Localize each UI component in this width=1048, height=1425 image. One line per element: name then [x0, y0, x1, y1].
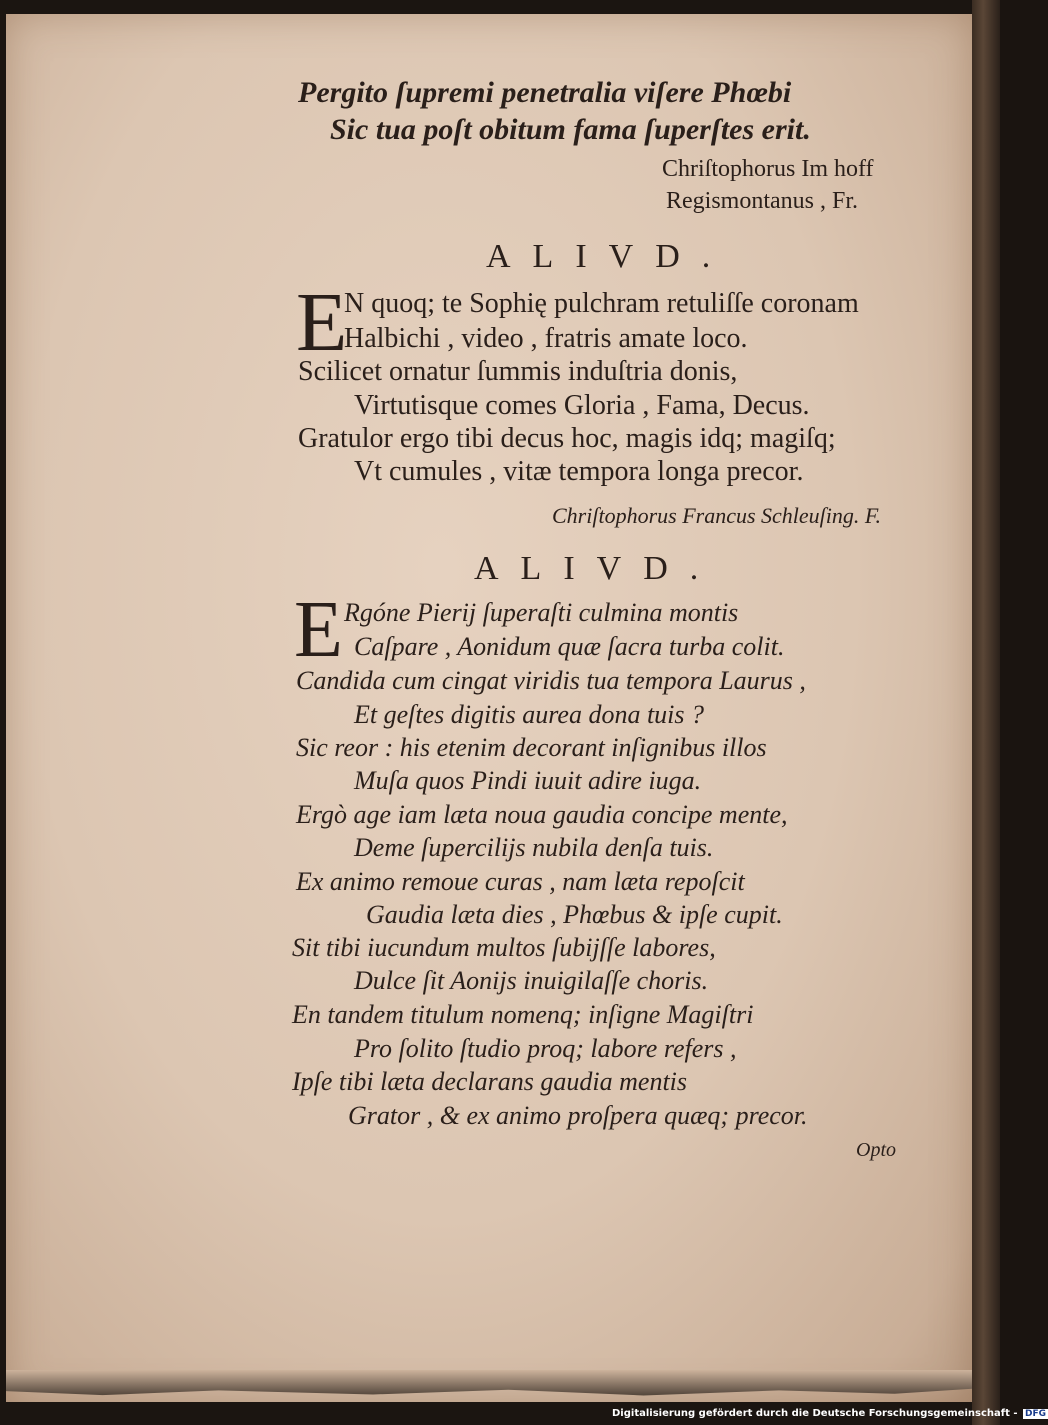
poem-line: Gaudia læta dies , Phœbus & ipſe cupit.	[366, 900, 783, 929]
poem-line: Scilicet ornatur ſummis induſtria donis,	[298, 356, 738, 387]
catchword: Opto	[856, 1139, 896, 1161]
book-binding-edge	[972, 0, 1000, 1425]
poem-line: Sit tibi iucundum multos ſubijſſe labores,	[292, 933, 716, 962]
drop-cap: E	[296, 276, 348, 369]
poem-line: Virtutisque comes Gloria , Fama, Decus.	[354, 390, 810, 421]
poem-line: Rgóne Pierij ſuperaſti culmina montis	[344, 598, 739, 627]
signature-line: Regismontanus , Fr.	[666, 188, 859, 214]
poem-line: Vt cumules , vitæ tempora longa precor.	[354, 456, 804, 487]
poem-line: Deme ſupercilijs nubila denſa tuis.	[354, 833, 714, 862]
poem-line: Caſpare , Aonidum quæ ſacra turba colit.	[354, 632, 785, 661]
poem-line: Ipſe tibi læta declarans gaudia mentis	[292, 1067, 688, 1096]
dfg-logo: DFG	[1025, 1409, 1047, 1419]
section-heading: ALIVD.	[486, 238, 733, 275]
poem-line: Sic reor : his etenim decorant inſignibus illos	[296, 733, 767, 762]
signature-line: Chriſtophorus Francus Schleuſing. F.	[552, 503, 881, 528]
drop-cap: E	[294, 586, 343, 674]
section-heading: ALIVD.	[474, 550, 721, 587]
poem-line: Gratulor ergo tibi decus hoc, magis idq; magiſq;	[298, 423, 836, 454]
poem-line: En tandem titulum nomenq; inſigne Magiſtri	[292, 1000, 754, 1029]
poem-line: Grator , & ex animo proſpera quæq; precor.	[348, 1101, 808, 1130]
poem-line: Pergito ſupremi penetralia viſere Phœbi	[298, 76, 792, 109]
poem-line: Pro ſolito ſtudio proq; labore refers ,	[354, 1034, 737, 1063]
signature-line: Chriſtophorus Im hoff	[662, 156, 874, 182]
poem-line: Dulce ſit Aonijs inuigilaſſe choris.	[354, 966, 709, 995]
poem-line: N quoq; te Sophię pulchram retuliſſe coronam	[344, 288, 859, 319]
poem-line: Muſa quos Pindi iuuit adire iuga.	[354, 766, 702, 795]
poem-line: Halbichi , video , fratris amate loco.	[344, 323, 748, 354]
poem-line: Ex animo remoue curas , nam læta repoſcit	[296, 867, 745, 896]
poem-line: Sic tua poſt obitum fama ſuperſtes erit.	[330, 113, 811, 146]
digitization-credit	[612, 1408, 1048, 1419]
footer-text: Digitalisierung gefördert durch die Deutsche Forschungsgemeinschaft -	[612, 1408, 1018, 1419]
poem-line: Candida cum cingat viridis tua tempora Laurus ,	[296, 666, 806, 695]
poem-line: Et geſtes digitis aurea dona tuis ?	[354, 700, 705, 729]
poem-line: Ergò age iam læta noua gaudia concipe mente,	[296, 800, 788, 829]
